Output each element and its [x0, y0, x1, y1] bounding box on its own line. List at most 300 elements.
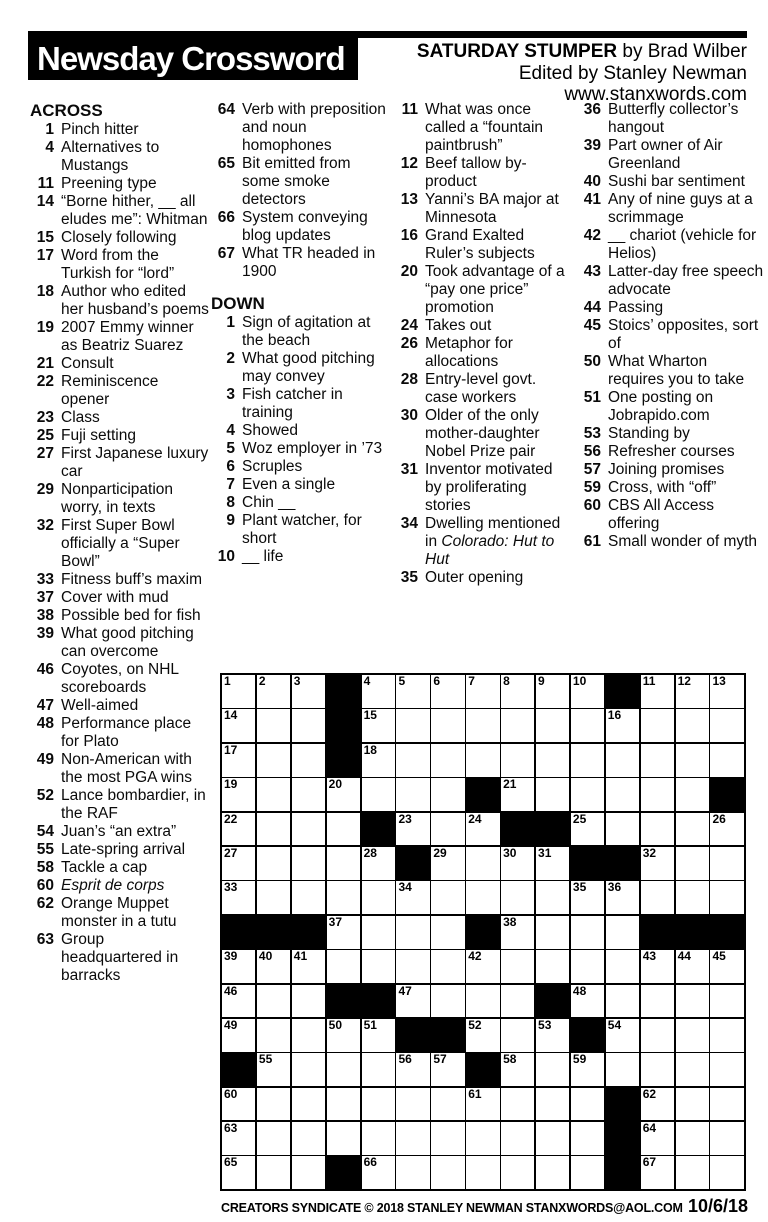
grid-square-5[interactable] [396, 675, 429, 708]
grid-square[interactable] [606, 1053, 639, 1086]
clue-number: 2 [226, 350, 235, 367]
grid-square[interactable] [676, 1053, 709, 1086]
grid-square-3[interactable] [292, 675, 325, 708]
clue-text: Fuji setting [61, 427, 136, 444]
grid-square-52[interactable] [466, 1019, 499, 1052]
grid-square[interactable] [292, 744, 325, 777]
grid-square[interactable] [536, 744, 569, 777]
grid-black-square [641, 916, 674, 949]
grid-square-67[interactable] [641, 1156, 674, 1189]
clue-number: 31 [400, 461, 418, 478]
grid-square[interactable] [396, 1088, 429, 1121]
grid-square[interactable] [396, 1122, 429, 1155]
clue-text: What TR headed in 1900 [242, 245, 376, 280]
grid-square-61[interactable] [466, 1088, 499, 1121]
grid-square[interactable] [257, 813, 290, 846]
grid-square-20[interactable] [327, 778, 360, 811]
clue-text: Outer opening [425, 569, 524, 586]
grid-square-24[interactable] [466, 813, 499, 846]
grid-black-square [606, 1088, 639, 1121]
grid-square[interactable] [257, 847, 290, 880]
grid-square-36[interactable] [606, 881, 639, 914]
grid-square[interactable] [327, 950, 360, 983]
grid-square[interactable] [676, 778, 709, 811]
grid-square[interactable] [431, 881, 464, 914]
clue-number: 40 [583, 173, 601, 190]
grid-square[interactable] [396, 950, 429, 983]
grid-square[interactable] [536, 709, 569, 742]
grid-square-23[interactable] [396, 813, 429, 846]
grid-square[interactable] [536, 916, 569, 949]
grid-square[interactable] [292, 1053, 325, 1086]
grid-square-38[interactable] [501, 916, 534, 949]
grid-square[interactable] [431, 950, 464, 983]
grid-square[interactable] [501, 1156, 534, 1189]
grid-square[interactable] [362, 1088, 395, 1121]
grid-number: 50 [328, 1017, 343, 1032]
grid-square[interactable] [641, 813, 674, 846]
grid-square[interactable] [641, 1019, 674, 1052]
grid-square-39[interactable] [222, 950, 255, 983]
grid-square-46[interactable] [222, 985, 255, 1018]
clue-text: Grand Exalted Ruler’s subjects [425, 227, 535, 262]
grid-square[interactable] [571, 1088, 604, 1121]
grid-square[interactable] [327, 1122, 360, 1155]
grid-black-square [676, 916, 709, 949]
clue-text: Beef tallow by-product [425, 155, 527, 190]
grid-square-11[interactable] [641, 675, 674, 708]
clue-down-36 [575, 101, 767, 137]
grid-square[interactable] [536, 778, 569, 811]
grid-square-53[interactable] [536, 1019, 569, 1052]
down-clues-continued-2 [575, 101, 767, 551]
grid-black-square [327, 744, 360, 777]
grid-square-57[interactable] [431, 1053, 464, 1086]
grid-square-29[interactable] [431, 847, 464, 880]
grid-square[interactable] [710, 881, 743, 914]
grid-square-21[interactable] [501, 778, 534, 811]
grid-square[interactable] [292, 813, 325, 846]
grid-square-64[interactable] [641, 1122, 674, 1155]
grid-square-43[interactable] [641, 950, 674, 983]
grid-square[interactable] [536, 1122, 569, 1155]
grid-square-13[interactable] [710, 675, 743, 708]
grid-black-square [327, 1156, 360, 1189]
grid-square[interactable] [292, 1156, 325, 1189]
grid-square-55[interactable] [257, 1053, 290, 1086]
grid-square[interactable] [396, 744, 429, 777]
grid-square-28[interactable] [362, 847, 395, 880]
grid-square-19[interactable] [222, 778, 255, 811]
grid-square-37[interactable] [327, 916, 360, 949]
grid-square-22[interactable] [222, 813, 255, 846]
grid-square-50[interactable] [327, 1019, 360, 1052]
grid-square-49[interactable] [222, 1019, 255, 1052]
grid-square[interactable] [257, 709, 290, 742]
grid-square-1[interactable] [222, 675, 255, 708]
grid-square[interactable] [606, 778, 639, 811]
clue-text: Verb with preposition and noun homophones [242, 101, 386, 154]
grid-square-27[interactable] [222, 847, 255, 880]
grid-square-66[interactable] [362, 1156, 395, 1189]
puzzle-author: by Brad Wilber [617, 41, 747, 62]
grid-square-9[interactable] [536, 675, 569, 708]
grid-square[interactable] [571, 1156, 604, 1189]
grid-black-square [396, 1019, 429, 1052]
clue-down-24 [392, 317, 573, 335]
grid-square[interactable] [431, 709, 464, 742]
clues-column-3 [392, 101, 573, 587]
grid-square[interactable] [641, 881, 674, 914]
clue-down-2 [209, 350, 387, 386]
grid-square-12[interactable] [676, 675, 709, 708]
grid-square[interactable] [257, 1088, 290, 1121]
clue-text: Bit emitted from some smoke detectors [242, 155, 351, 208]
grid-square[interactable] [710, 1088, 743, 1121]
grid-square[interactable] [501, 1122, 534, 1155]
grid-square-65[interactable] [222, 1156, 255, 1189]
grid-black-square [466, 916, 499, 949]
clue-down-41 [575, 191, 767, 227]
clue-text: Non-American with the most PGA wins [61, 751, 192, 786]
grid-square[interactable] [606, 916, 639, 949]
clue-text: Butterfly collector’s hangout [608, 101, 739, 136]
clue-down-6 [209, 458, 387, 476]
clue-number: 56 [583, 443, 601, 460]
grid-number: 66 [363, 1155, 377, 1170]
grid-square[interactable] [431, 985, 464, 1018]
grid-number: 14 [224, 708, 238, 723]
grid-square[interactable] [571, 778, 604, 811]
grid-square-2[interactable] [257, 675, 290, 708]
grid-square[interactable] [676, 1019, 709, 1052]
grid-square[interactable] [501, 950, 534, 983]
clue-number: 50 [583, 353, 601, 370]
clue-text: Woz employer in ’73 [242, 440, 383, 457]
clue-number: 1 [226, 314, 235, 331]
grid-square[interactable] [431, 1088, 464, 1121]
grid-square[interactable] [710, 1053, 743, 1086]
grid-square[interactable] [396, 916, 429, 949]
clue-text: Dwelling mentioned in Colorado: Hut to Hut [425, 515, 561, 568]
grid-square[interactable] [466, 881, 499, 914]
grid-square[interactable] [641, 1053, 674, 1086]
clue-down-11 [392, 101, 573, 155]
clue-number: 66 [217, 209, 235, 226]
grid-square[interactable] [536, 881, 569, 914]
grid-square-40[interactable] [257, 950, 290, 983]
grid-square-45[interactable] [710, 950, 743, 983]
grid-square[interactable] [327, 847, 360, 880]
clue-text: Joining promises [608, 461, 725, 478]
grid-number: 12 [677, 674, 691, 688]
grid-square[interactable] [501, 709, 534, 742]
grid-square[interactable] [571, 1122, 604, 1155]
grid-square-32[interactable] [641, 847, 674, 880]
grid-number: 24 [468, 811, 482, 826]
grid-square-17[interactable] [222, 744, 255, 777]
grid-square[interactable] [292, 881, 325, 914]
grid-square-41[interactable] [292, 950, 325, 983]
clue-number: 11 [401, 101, 418, 118]
across-clues-list [28, 121, 209, 985]
clue-text: Plant watcher, for short [242, 512, 362, 547]
clue-number: 12 [400, 155, 418, 172]
clue-number: 39 [36, 625, 54, 642]
copyright-credit: CREATORS SYNDICATE © 2018 STANLEY NEWMAN STANXWORDS@AOL.COM [221, 1201, 683, 1215]
clue-text: Author who edited her husband’s poems [61, 283, 209, 318]
clue-text: __ chariot (vehicle for Helios) [608, 227, 757, 262]
grid-number: 64 [642, 1121, 657, 1136]
grid-square[interactable] [466, 709, 499, 742]
grid-number: 46 [224, 983, 238, 998]
grid-square[interactable] [257, 1122, 290, 1155]
grid-square[interactable] [362, 778, 395, 811]
grid-square[interactable] [571, 950, 604, 983]
grid-number: 43 [642, 949, 657, 964]
clue-down-50 [575, 353, 767, 389]
grid-number: 22 [224, 811, 238, 826]
clue-text: System conveying blog updates [242, 209, 368, 244]
grid-square[interactable] [257, 985, 290, 1018]
grid-square[interactable] [501, 1019, 534, 1052]
grid-square[interactable] [292, 1019, 325, 1052]
clue-across-58 [28, 859, 209, 877]
grid-square[interactable] [710, 1122, 743, 1155]
clue-text: Nonparticipation worry, in texts [61, 481, 174, 516]
clue-down-10 [209, 548, 387, 566]
grid-square[interactable] [571, 916, 604, 949]
grid-square-47[interactable] [396, 985, 429, 1018]
grid-square[interactable] [676, 744, 709, 777]
clue-across-23 [28, 409, 209, 427]
grid-square[interactable] [641, 744, 674, 777]
clue-across-14 [28, 193, 209, 229]
clue-number: 46 [36, 661, 54, 678]
grid-square[interactable] [396, 709, 429, 742]
grid-number: 62 [642, 1086, 657, 1101]
grid-square-6[interactable] [431, 675, 464, 708]
grid-square-58[interactable] [501, 1053, 534, 1086]
clue-text: One posting on Jobrapido.com [608, 389, 714, 424]
grid-square[interactable] [676, 881, 709, 914]
grid-square[interactable] [466, 1156, 499, 1189]
grid-square-42[interactable] [466, 950, 499, 983]
grid-square[interactable] [257, 778, 290, 811]
grid-number: 3 [293, 674, 301, 688]
grid-square[interactable] [676, 985, 709, 1018]
grid-black-square [222, 1053, 255, 1086]
clue-across-65 [209, 155, 387, 209]
grid-square[interactable] [292, 1088, 325, 1121]
grid-square-59[interactable] [571, 1053, 604, 1086]
grid-square[interactable] [466, 847, 499, 880]
grid-square[interactable] [292, 847, 325, 880]
grid-square[interactable] [710, 1156, 743, 1189]
grid-square[interactable] [710, 985, 743, 1018]
grid-square[interactable] [362, 1053, 395, 1086]
grid-number: 61 [468, 1086, 482, 1101]
grid-square[interactable] [327, 881, 360, 914]
clue-down-28 [392, 371, 573, 407]
grid-square[interactable] [431, 778, 464, 811]
grid-square[interactable] [431, 916, 464, 949]
clue-down-12 [392, 155, 573, 191]
clue-number: 52 [36, 787, 54, 804]
grid-square-31[interactable] [536, 847, 569, 880]
grid-black-square [292, 916, 325, 949]
grid-square[interactable] [327, 1053, 360, 1086]
grid-square-34[interactable] [396, 881, 429, 914]
grid-square-44[interactable] [676, 950, 709, 983]
grid-square[interactable] [606, 950, 639, 983]
grid-square[interactable] [362, 916, 395, 949]
down-clues-continued-1 [392, 101, 573, 587]
grid-square[interactable] [431, 1156, 464, 1189]
clue-text: Tackle a cap [61, 859, 148, 876]
grid-square[interactable] [431, 1122, 464, 1155]
grid-square[interactable] [292, 985, 325, 1018]
grid-square[interactable] [327, 813, 360, 846]
grid-number: 25 [572, 811, 587, 826]
clue-number: 4 [226, 422, 235, 439]
clue-text: Chin __ [242, 494, 296, 511]
clue-across-19 [28, 319, 209, 355]
clue-text: Refresher courses [608, 443, 735, 460]
grid-square[interactable] [606, 744, 639, 777]
clue-down-8 [209, 494, 387, 512]
grid-square-14[interactable] [222, 709, 255, 742]
clue-number: 34 [400, 515, 418, 532]
grid-square[interactable] [536, 950, 569, 983]
grid-square[interactable] [292, 778, 325, 811]
grid-square[interactable] [327, 1088, 360, 1121]
grid-square[interactable] [362, 881, 395, 914]
grid-square-51[interactable] [362, 1019, 395, 1052]
grid-square-35[interactable] [571, 881, 604, 914]
grid-square-54[interactable] [606, 1019, 639, 1052]
grid-square[interactable] [710, 847, 743, 880]
clue-number: 57 [583, 461, 601, 478]
grid-square-56[interactable] [396, 1053, 429, 1086]
clue-text: Takes out [425, 317, 492, 334]
grid-square[interactable] [641, 709, 674, 742]
grid-square-26[interactable] [710, 813, 743, 846]
grid-square-16[interactable] [606, 709, 639, 742]
grid-square[interactable] [501, 985, 534, 1018]
grid-number: 27 [224, 845, 238, 860]
grid-square[interactable] [466, 1122, 499, 1155]
grid-square[interactable] [362, 1122, 395, 1155]
grid-square[interactable] [710, 744, 743, 777]
grid-square-48[interactable] [571, 985, 604, 1018]
grid-square[interactable] [362, 950, 395, 983]
clue-down-1 [209, 314, 387, 350]
grid-square[interactable] [257, 1019, 290, 1052]
grid-black-square [327, 675, 360, 708]
grid-square[interactable] [431, 813, 464, 846]
grid-square-60[interactable] [222, 1088, 255, 1121]
grid-square[interactable] [257, 1156, 290, 1189]
grid-black-square [710, 916, 743, 949]
grid-square[interactable] [676, 847, 709, 880]
grid-square[interactable] [641, 985, 674, 1018]
grid-square[interactable] [396, 1156, 429, 1189]
clue-down-45 [575, 317, 767, 353]
grid-square[interactable] [571, 709, 604, 742]
clue-across-27 [28, 445, 209, 481]
grid-number: 42 [468, 949, 482, 964]
grid-square-7[interactable] [466, 675, 499, 708]
grid-square[interactable] [292, 709, 325, 742]
clue-text: Metaphor for allocations [425, 335, 513, 370]
grid-square-30[interactable] [501, 847, 534, 880]
grid-square[interactable] [396, 778, 429, 811]
grid-square-10[interactable] [571, 675, 604, 708]
grid-number: 52 [468, 1017, 482, 1032]
clue-down-42 [575, 227, 767, 263]
grid-square[interactable] [710, 1019, 743, 1052]
clue-text: Latter-day free speech advocate [608, 263, 764, 298]
clue-down-31 [392, 461, 573, 515]
grid-number: 29 [433, 845, 447, 860]
clue-across-49 [28, 751, 209, 787]
clue-number: 39 [583, 137, 601, 154]
grid-square[interactable] [676, 1122, 709, 1155]
grid-square[interactable] [676, 709, 709, 742]
grid-number: 56 [398, 1052, 412, 1067]
grid-square[interactable] [431, 744, 464, 777]
grid-number: 17 [224, 742, 238, 757]
grid-square[interactable] [710, 709, 743, 742]
grid-square[interactable] [501, 1088, 534, 1121]
clue-number: 24 [400, 317, 418, 334]
grid-square[interactable] [676, 1156, 709, 1189]
grid-square[interactable] [501, 744, 534, 777]
grid-square[interactable] [641, 778, 674, 811]
grid-square-15[interactable] [362, 709, 395, 742]
clue-text: Standing by [608, 425, 690, 442]
grid-square[interactable] [501, 881, 534, 914]
grid-square[interactable] [606, 813, 639, 846]
clue-text: Cover with mud [61, 589, 169, 606]
clue-text: Lance bombardier, in the RAF [61, 787, 206, 822]
grid-square[interactable] [676, 1088, 709, 1121]
grid-square[interactable] [466, 985, 499, 1018]
grid-square[interactable] [292, 1122, 325, 1155]
grid-square-62[interactable] [641, 1088, 674, 1121]
clue-across-48 [28, 715, 209, 751]
grid-square-8[interactable] [501, 675, 534, 708]
clue-text: Well-aimed [61, 697, 139, 714]
grid-square[interactable] [257, 881, 290, 914]
grid-square[interactable] [536, 1088, 569, 1121]
grid-number: 32 [642, 845, 657, 860]
grid-square[interactable] [606, 985, 639, 1018]
grid-square-63[interactable] [222, 1122, 255, 1155]
grid-square[interactable] [571, 744, 604, 777]
grid-square[interactable] [676, 813, 709, 846]
grid-square[interactable] [536, 1156, 569, 1189]
grid-square-33[interactable] [222, 881, 255, 914]
clue-number: 44 [583, 299, 601, 316]
grid-square-25[interactable] [571, 813, 604, 846]
grid-square-18[interactable] [362, 744, 395, 777]
grid-square-4[interactable] [362, 675, 395, 708]
grid-square[interactable] [466, 744, 499, 777]
grid-square[interactable] [257, 744, 290, 777]
grid-square[interactable] [536, 1053, 569, 1086]
